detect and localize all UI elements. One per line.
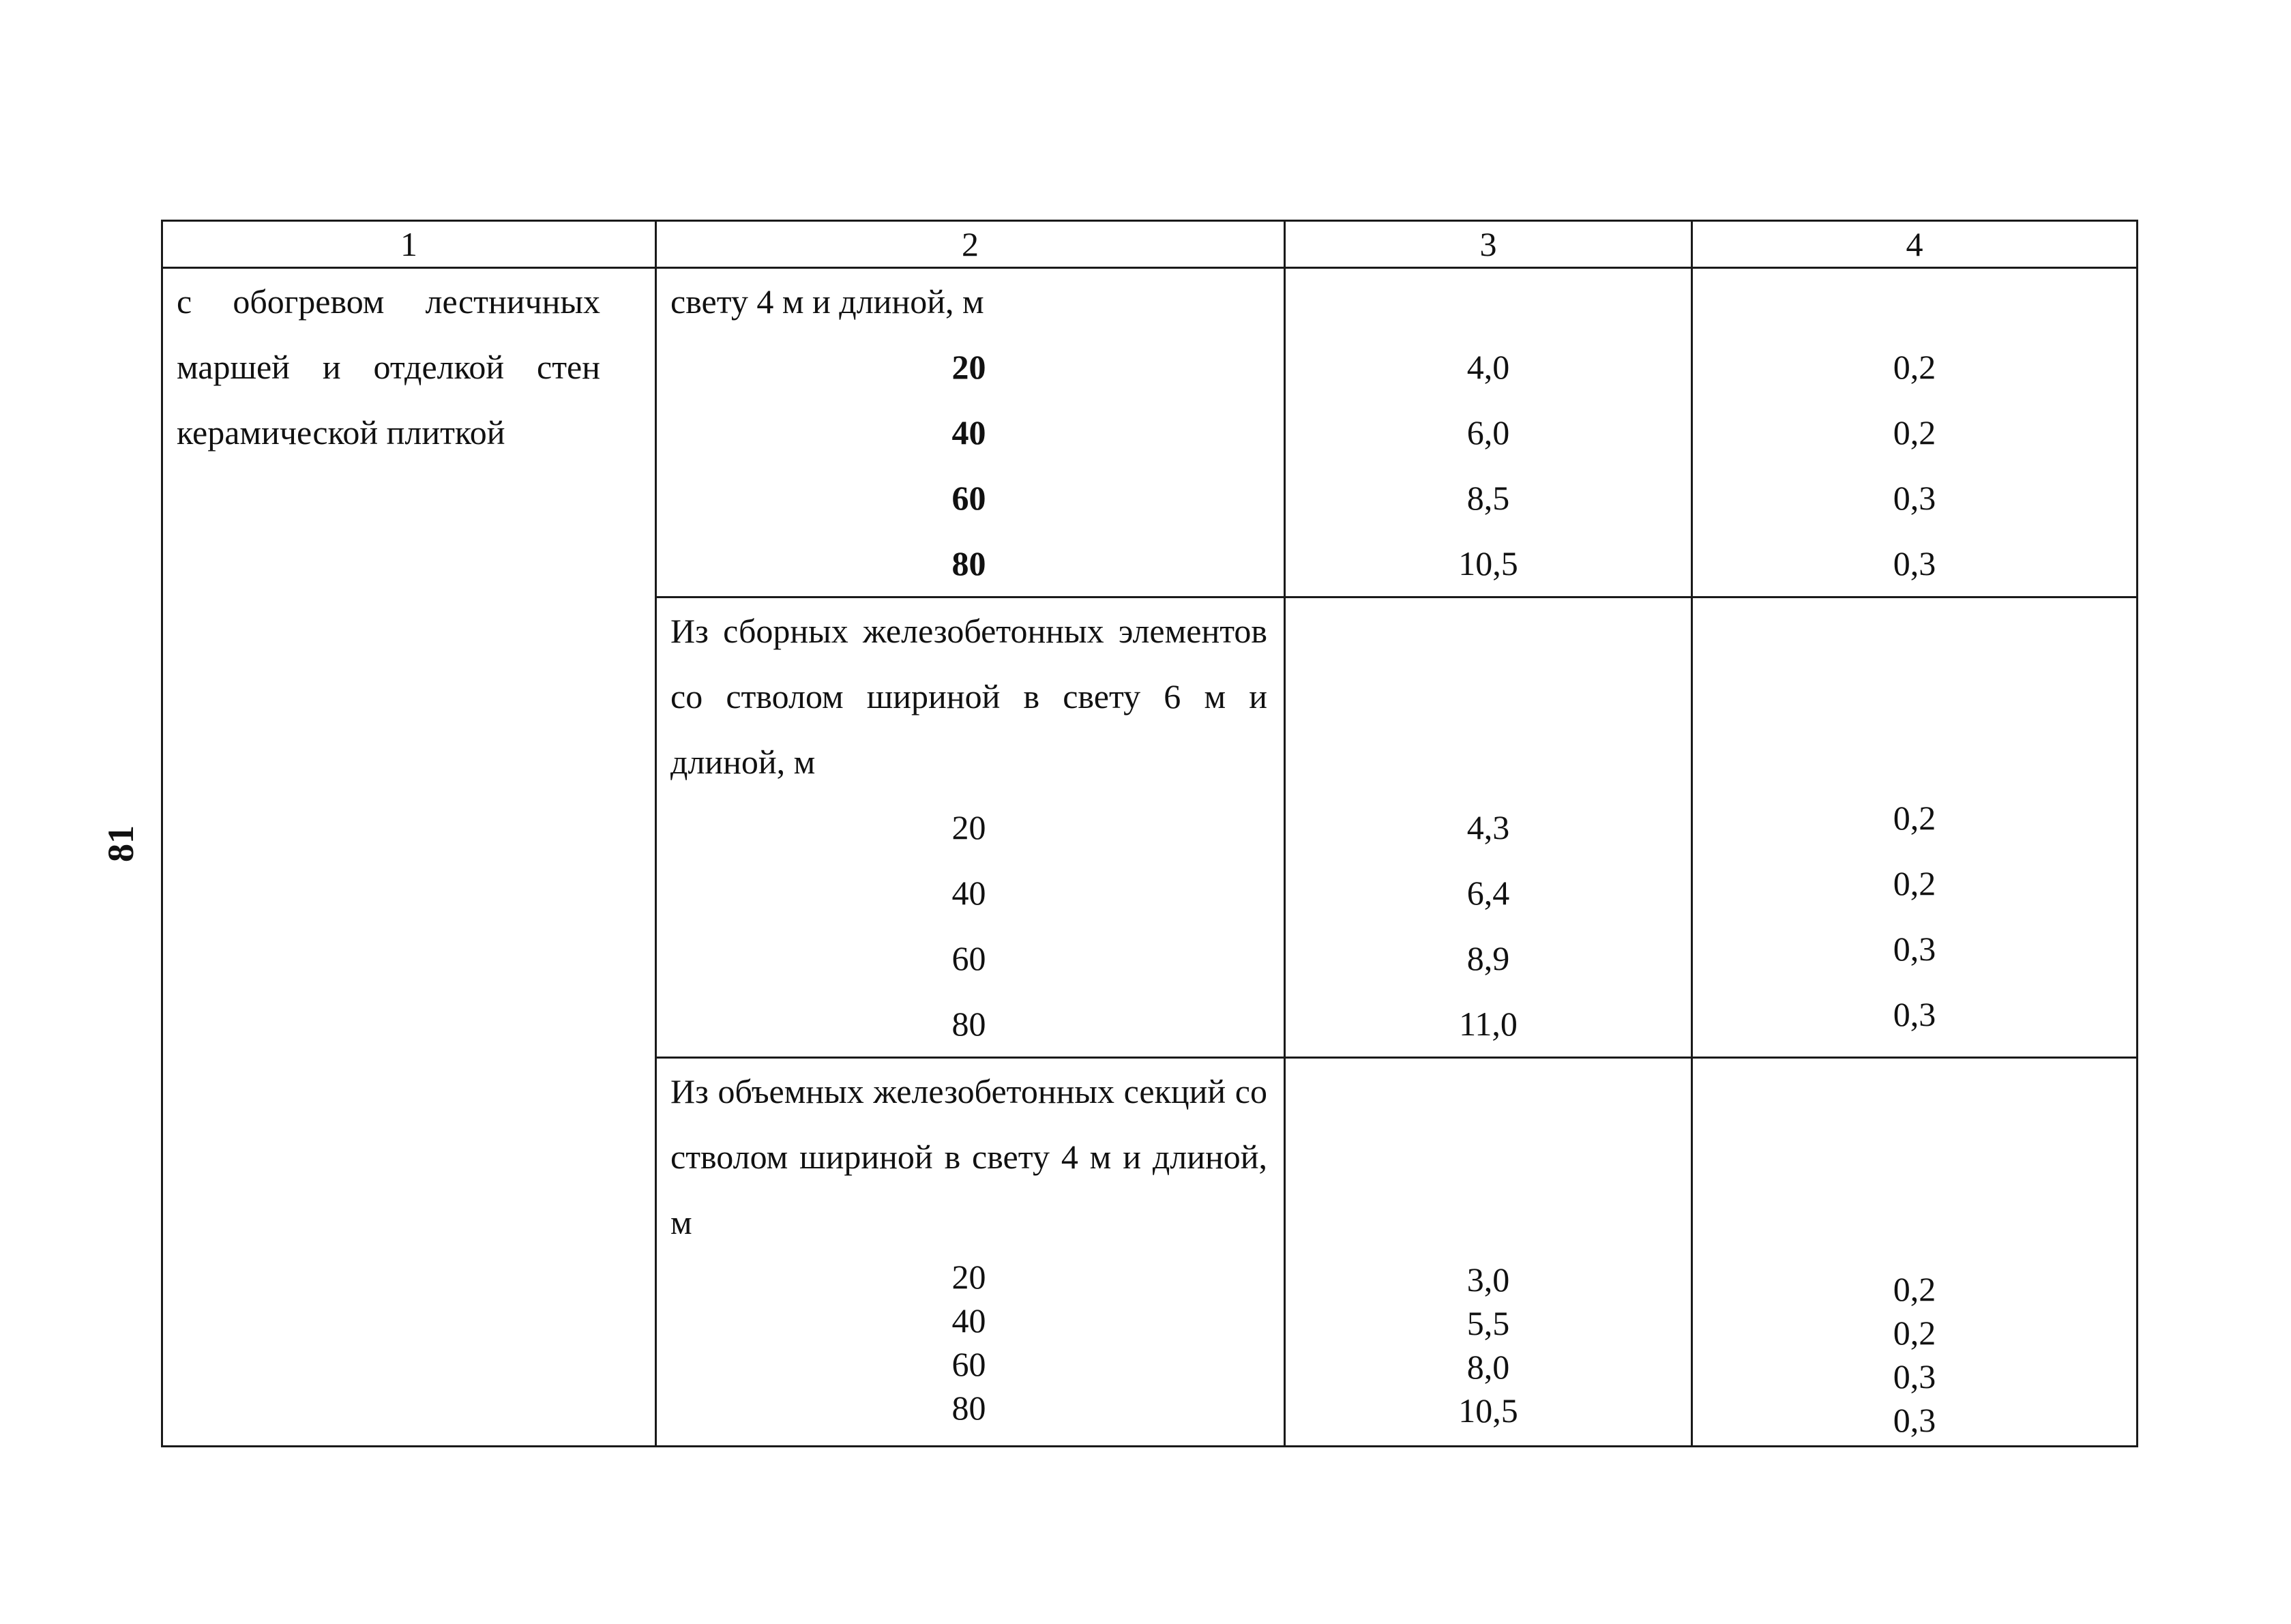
col4-value: 0,3 (1893, 544, 1936, 582)
header-cell: 4 (1692, 221, 2138, 268)
col3-value: 8,5 (1466, 479, 1510, 517)
col3-list (1286, 269, 1691, 596)
col3-value: 8,9 (1466, 939, 1510, 977)
length-value: 60 (951, 939, 986, 977)
col3-list (1286, 598, 1691, 1057)
col3-value: 6,0 (1466, 413, 1510, 452)
page-number: 81 (100, 825, 141, 862)
length-value: 80 (951, 1005, 986, 1043)
col3-value: 10,5 (1458, 1391, 1518, 1430)
col4-value: 0,3 (1893, 1357, 1936, 1396)
length-list (670, 1255, 1267, 1430)
col3-value: 11,0 (1459, 1005, 1518, 1043)
col4-value: 0,2 (1893, 1314, 1936, 1352)
col4-cell (1692, 597, 2138, 1058)
col3-cell (1285, 597, 1692, 1058)
length-value: 20 (951, 808, 986, 846)
length-list (670, 334, 1267, 596)
col4-value: 0,3 (1893, 479, 1936, 517)
col4-list (1693, 269, 2136, 596)
col3-value: 4,0 (1466, 348, 1510, 386)
length-value: 60 (951, 479, 986, 517)
header-cell: 3 (1285, 221, 1692, 268)
length-value: 80 (951, 1389, 986, 1427)
length-value: 40 (951, 874, 986, 912)
row-description-text: с обогревом лестничных маршей и отделкой стен керамической плиткой (177, 282, 600, 452)
length-value: 80 (951, 544, 986, 582)
data-table (161, 220, 2138, 1447)
col4-list (1693, 1059, 2136, 1442)
header-cell: 1 (162, 221, 656, 268)
col3-value: 6,4 (1466, 874, 1510, 912)
col3-value: 5,5 (1466, 1304, 1510, 1342)
group-description-cell (656, 597, 1285, 1058)
group-description: свету 4 м и длиной, м (670, 282, 984, 321)
group-description: Из сборных железобетонных элементов со стволом шириной в свету 6 м и длиной, м (670, 612, 1267, 781)
length-list (670, 795, 1267, 1057)
col3-value: 3,0 (1466, 1260, 1510, 1299)
row-description-cell (162, 268, 656, 1447)
col3-cell (1285, 268, 1692, 597)
col3-cell (1285, 1058, 1692, 1447)
col4-value: 0,2 (1893, 413, 1936, 452)
header-row (162, 221, 2138, 268)
length-value: 20 (951, 348, 986, 386)
col4-cell (1692, 268, 2138, 597)
col3-value: 8,0 (1466, 1348, 1510, 1386)
col4-value: 0,2 (1893, 799, 1936, 837)
length-value: 60 (951, 1345, 986, 1383)
col3-list (1286, 1059, 1691, 1432)
col4-cell (1692, 1058, 2138, 1447)
col4-list (1693, 598, 2136, 1047)
group-description-cell (656, 268, 1285, 597)
group-description: Из объемных железобетонных секций со стволом шириной в свету 4 м и длиной, м (670, 1072, 1267, 1241)
col3-value: 10,5 (1458, 544, 1518, 582)
col4-value: 0,3 (1893, 930, 1936, 968)
length-value: 40 (951, 1301, 986, 1340)
col4-value: 0,2 (1893, 348, 1936, 386)
col3-value: 4,3 (1466, 808, 1510, 846)
col4-value: 0,3 (1893, 1401, 1936, 1439)
length-value: 40 (951, 413, 986, 452)
length-value: 20 (951, 1258, 986, 1296)
col4-value: 0,3 (1893, 995, 1936, 1033)
col4-value: 0,2 (1893, 864, 1936, 902)
group-description-cell (656, 1058, 1285, 1447)
table-row (162, 268, 2138, 597)
header-cell: 2 (656, 221, 1285, 268)
col4-value: 0,2 (1893, 1270, 1936, 1308)
